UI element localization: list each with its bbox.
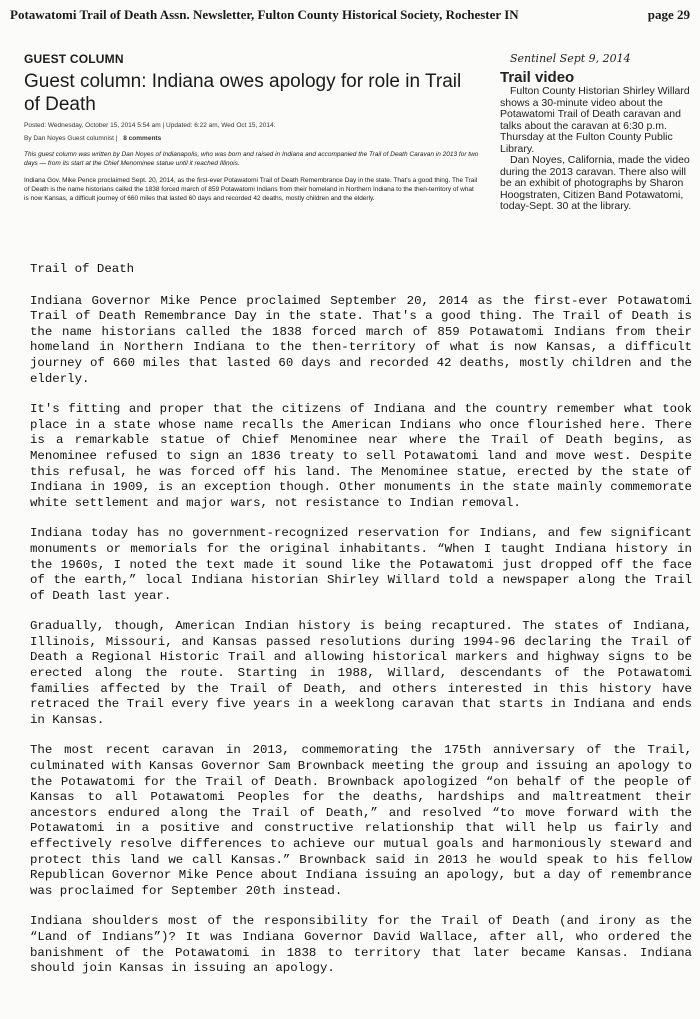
clipping-summary: Indiana Gov. Mike Pence proclaimed Sept. 20, 2014, as the first-ever Potawatomi Trail of Death Remembrance Day in the state. That's a good thing. The Trail of Death is the name historians called the 1838 forced march of 859 Potawatomi Indians from their homeland in Northern Indiana to the then-territory of what is now Kansas, a difficult journey of 660 miles that lasted 60 days and recorded 42 deaths, mostly children and the elderly. [24, 177, 478, 202]
article-paragraph: It's fitting and proper that the citizens of Indiana and the country remember what took place in a state whose name recalls the American Indians who once flourished here. There is a remarkable statue of Chief Menominee near where the Trail of Death begins, as Menominee refused to sign an 1836 treaty to sell Potawatomi land and move west. Despite this refusal, he was forced off his land. The Menominee statue, erected by the state of Indiana in 1909, is an exception though. Other monuments in the state mainly commemorate white settlement and major wars, not resistance to Indian removal. [30, 402, 692, 510]
newsletter-header [10, 5, 690, 25]
article-paragraph: The most recent caravan in 2013, commemorating the 175th anniversary of the Trail, culminated with Kansas Governor Sam Brownback meeting the group and issuing an apology to the Potawatomi for the Trail of Death. Brownback apologized “on behalf of the people of Kansas to all Potawatomi Peoples for the deaths, hardships and maltreatment their ancestors endured along the Trail of Death,” and resolved “to move forward with the Potawatomi in a positive and constructive relationship that will help us fairly and effectively resolve differences to achieve our mutual goals and harmoniously steward and protect this land we call Kansas.” Brownback said in 2013 he would speak to his fellow Republican Governor Mike Pence about Indiana issuing an apology, but a day of remembrance was proclaimed for September 20th instead. [30, 743, 692, 898]
article-paragraph: Indiana today has no government-recognized reservation for Indians, and few significant monuments or memorials for the original inhabitants. “When I taught Indiana history in the 1960s, I noted the text made it sound like the Potawatomi just dropped off the face of the earth,” local Indiana historian Shirley Willard told a newspaper along the Trail of Death last year. [30, 526, 692, 603]
trail-video-sidebar [500, 52, 692, 213]
article-paragraph: Indiana Governor Mike Pence proclaimed September 20, 2014 as the first-ever Potawatomi Trail of Death Remembrance Day in the state. That's a good thing. The Trail of Death is the name historians called the 1838 forced march of 859 Potawatomi Indians from their homeland in Northern Indiana to the then-territory of what is now Kansas, a difficult journey of 660 miles that lasted 60 days and recorded 42 deaths, mostly children and the elderly. [30, 293, 692, 386]
sidebar-title: Trail video [500, 69, 575, 86]
article-heading: Trail of Death [30, 262, 135, 276]
newspaper-clipping [24, 52, 480, 203]
clipping-headline: Guest column: Indiana owes apology for role in Trail of Death [24, 71, 462, 115]
byline-author: By Dan Noyes Guest columnist | [24, 135, 118, 142]
author-note: This guest column was written by Dan Noyes of Indianapolis, who was born and raised in Indiana and accompanied the Trail of Death Caravan in 2013 for two days — from its start at the Chief Menominee statue until it reached Illinois. [24, 151, 479, 167]
comments-count: 8 comments [123, 135, 162, 142]
byline [24, 135, 480, 142]
page-number: page 29 [647, 7, 690, 22]
posted-date: Posted: Wednesday, October 15, 2014 5:54 am | Updated: 6:22 am, Wed Oct 15, 2014. [24, 122, 276, 129]
sidebar-paragraph-2: Dan Noyes, California, made the video during the 2013 caravan. There also will be an exhibit of photographs by Sharon Hoogstraten, Citizen Band Potawatomi, today-Sept. 30 at the library. [500, 154, 690, 212]
newsletter-title: Potawatomi Trail of Death Assn. Newsletter, Fulton County Historical Society, Rochester IN [10, 7, 519, 22]
article-body [30, 262, 692, 992]
section-kicker: GUEST COLUMN [24, 52, 124, 66]
handwritten-source-note: Sentinel Sept 9, 2014 [510, 52, 631, 65]
article-paragraph: Gradually, though, American Indian history is being recaptured. The states of Indiana, Illinois, Missouri, and Kansas passed resolutions during 1994-96 declaring the Trail of Death a Regional Historic Trail and allowing historical markers and highway signs to be erected along the route. Starting in 1988, Willard, descendants of the Potawatomi families affected by the Trail of Death, and others interested in this history have retraced the Trail every five years in a weeklong caravan that starts in Indiana and ends in Kansas. [30, 619, 692, 727]
article-paragraph: Indiana shoulders most of the responsibility for the Trail of Death (and irony as the “Land of Indians”)? It was Indiana Governor David Wallace, after all, who ordered the banishment of the Potawatomi in 1838 to territory that later became Kansas. Indiana should join Kansas in issuing an apology. [30, 914, 692, 976]
sidebar-paragraph-1: Fulton County Historian Shirley Willard shows a 30-minute video about the Potawatomi Trail of Death caravan and talks about the caravan at 6:30 p.m. Thursday at the Fulton County Public Library. [500, 85, 690, 155]
